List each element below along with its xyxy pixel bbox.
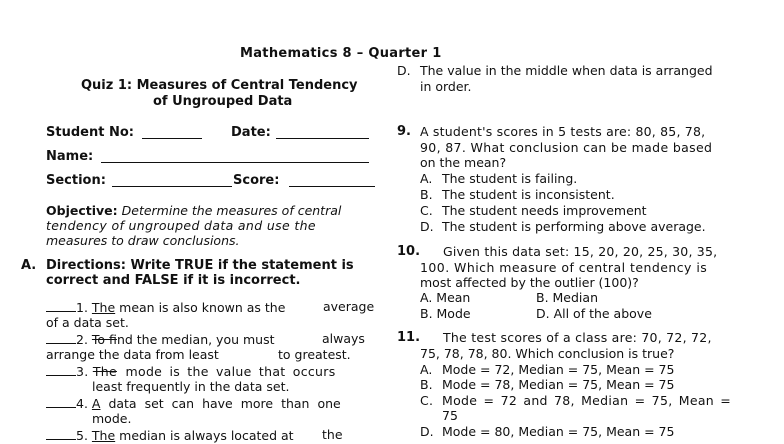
name-field[interactable] (101, 150, 369, 163)
answer-blank-2[interactable] (46, 331, 76, 344)
student-no-field[interactable] (142, 126, 202, 139)
q11-line1: The test scores of a class are: 70, 72, 72, (443, 330, 712, 345)
directions-letter: A. (21, 258, 37, 273)
q11-option-c[interactable]: C. Mode = 72 and 78, Median = 75, Mean = (420, 393, 732, 408)
q11-option-d[interactable]: D. Mode = 80, Median = 75, Mean = 75 (420, 424, 675, 439)
q9-line1: A student's scores in 5 tests are: 80, 85, 78, (420, 124, 706, 139)
q10-number: 10. (397, 244, 421, 259)
answer-blank-3[interactable] (46, 363, 76, 376)
q8-option-d-letter: D. (397, 63, 411, 78)
statement-4: 4. A data set can have more than one (46, 395, 341, 412)
objective-line3: measures to draw conclusions. (46, 233, 240, 248)
q10-line3: most affected by the outlier (100)? (420, 275, 639, 290)
statement-2-line2: arrange the data from least (46, 347, 219, 362)
answer-blank-1[interactable] (46, 299, 76, 312)
answer-blank-5[interactable] (46, 427, 76, 440)
q11-line2: 75, 78, 78, 80. Which conclusion is true? (420, 346, 675, 361)
name-label: Name: (46, 149, 94, 164)
directions-line2: correct and FALSE if it is incorrect. (46, 273, 301, 288)
section-field[interactable] (112, 174, 232, 187)
answer-blank-4[interactable] (46, 395, 76, 408)
statement-3: 3. The mode is the value that occurs (46, 363, 336, 380)
quiz-title: Quiz 1: Measures of Central Tendency (81, 78, 358, 93)
q10-option-a[interactable]: A. Mean (420, 290, 471, 305)
student-no-label: Student No: (46, 125, 134, 140)
q10-line2: 100. Which measure of central tendency is (420, 260, 708, 275)
q11-option-b[interactable]: B. Mode = 78, Median = 75, Mean = 75 (420, 377, 675, 392)
q11-option-a[interactable]: A. Mode = 72, Median = 75, Mean = 75 (420, 362, 675, 377)
date-field[interactable] (276, 126, 369, 139)
statement-2: 2. To find the median, you must (46, 331, 275, 348)
q11-option-c-cont: 75 (442, 408, 458, 423)
q9-option-c[interactable]: C. The student needs improvement (420, 203, 647, 218)
q9-line2: 90, 87. What conclusion can be made based (420, 140, 713, 155)
q9-number: 9. (397, 124, 411, 139)
q10-option-d[interactable]: D. All of the above (536, 306, 652, 321)
statement-3-line2: least frequently in the data set. (92, 379, 290, 394)
objective-label: Objective: (46, 203, 118, 218)
objective-line2: tendency of ungrouped data and use the (46, 218, 316, 233)
statement-5: 5. The median is always located at (46, 427, 294, 444)
statement-2-word: always (322, 331, 365, 346)
q10-line1: Given this data set: 15, 20, 20, 25, 30, 35, (443, 244, 718, 259)
q8-option-d-line1: The value in the middle when data is arranged (420, 63, 713, 78)
q9-option-b[interactable]: B. The student is inconsistent. (420, 187, 615, 202)
objective-line1: Objective: Determine the measures of central (46, 203, 342, 218)
directions-line1: Directions: Write TRUE if the statement is (46, 258, 354, 273)
q9-option-a[interactable]: A. The student is failing. (420, 171, 578, 186)
section-label: Section: (46, 173, 106, 188)
statement-1-line2: of a data set. (46, 315, 129, 330)
q9-option-d[interactable]: D. The student is performing above average. (420, 219, 706, 234)
statement-4-line2: mode. (92, 411, 132, 426)
q10-option-c[interactable]: B. Mode (420, 306, 471, 321)
statement-2-line2-end: to greatest. (278, 347, 351, 362)
score-label: Score: (233, 173, 280, 188)
statement-5-word: the (322, 427, 343, 442)
q11-number: 11. (397, 330, 421, 345)
page-title: Mathematics 8 – Quarter 1 (240, 46, 442, 61)
statement-1-word: average (323, 299, 375, 314)
statement-1: 1. The mean is also known as the (46, 299, 285, 316)
q8-option-d-line2: in order. (420, 79, 472, 94)
q9-line3: on the mean? (420, 155, 507, 170)
q10-option-b[interactable]: B. Median (536, 290, 598, 305)
quiz-subtitle: of Ungrouped Data (153, 94, 293, 109)
date-label: Date: (231, 125, 271, 140)
score-field[interactable] (289, 174, 375, 187)
